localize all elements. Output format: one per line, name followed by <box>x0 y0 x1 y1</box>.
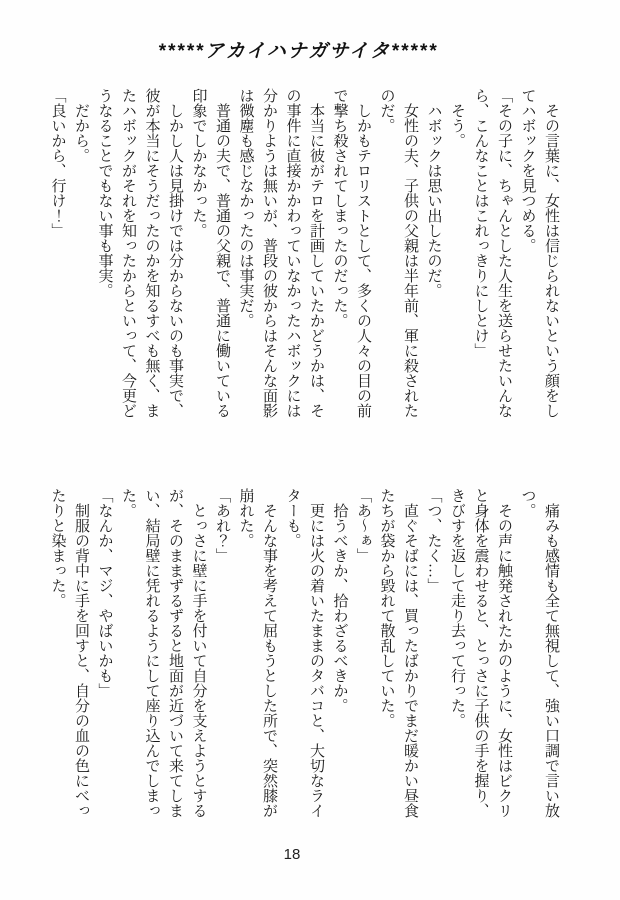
paragraph: 「あ〜ぁ」 <box>355 488 371 563</box>
paragraph: とっさに壁に手を付いて自分を支えようとするが、そのままずるずると地面が近づいて来てしまい、結局壁に凭れるようにして座り込んでしまった。 <box>120 488 207 818</box>
paragraph: 「なんか、マジ、やばいかも」 <box>96 488 113 698</box>
paragraph: 「つ、たく…」 <box>425 488 442 593</box>
paragraph: その声に触発されたかのように、女性はビクリと身体を震わせると、とっさに子供の手を握り、きびすを返して走り去って行った。 <box>449 488 512 818</box>
paragraph: 拾うべきか、拾わざるべきか。 <box>331 503 348 713</box>
paragraph: しかもテロリストとして、多くの人々の目の前で撃ち殺されてしまったのだった。 <box>331 88 371 418</box>
paragraph: しかし人は見掛けでは分からないのも事実で、彼が本当にそうだったのかを知るすべも無く、またハボックがそれを知ったからといって、今更どうなることでもない事も事実。 <box>96 88 183 418</box>
paragraph: 女性の夫、子供の父親は半年前、軍に殺されたのだ。 <box>378 88 418 418</box>
paragraph: だから。 <box>73 103 89 163</box>
paragraph: そんな事を考えて屈もうとした所で、突然膝が崩れた。 <box>237 488 277 818</box>
paragraph: その言葉に、女性は信じられないという顔をしてハボックを見つめる。 <box>519 88 559 418</box>
paragraph: そう。 <box>449 103 465 148</box>
page-title: *****アカイハナガサイタ***** <box>157 41 439 62</box>
paragraph: 「あれ？」 <box>214 488 230 563</box>
paragraph: 普通の夫で、普通の父親で、普通に働いている印象でしかなかった。 <box>190 88 230 418</box>
paragraph: 「その子に、ちゃんとした人生を送らせたいんなら、こんなことはこれっきりにしとけ」 <box>472 88 512 418</box>
paragraph: ハボックは思い出したのだ。 <box>425 103 442 298</box>
page-number: 18 <box>283 846 301 863</box>
story-text-top <box>45 88 562 420</box>
paragraph: 「良いから、行け！」 <box>49 88 66 238</box>
paragraph: 本当に彼がテロを計画していたかどうかは、その事件に直接かかわっていなかったハボックには分かりようは無いが、普段の彼からはそんな面影は微塵も感じなかったのは事実だ。 <box>237 88 324 418</box>
paragraph: 制服の背中に手を回すと、自分の血の色にべったりと染まった。 <box>49 488 89 818</box>
paragraph: 直ぐそばには、買ったばかりでまだ暖かい昼食たちが袋から毀れて散乱していた。 <box>378 488 418 818</box>
paragraph: 痛みも感情も全て無視して、強い口調で言い放つ。 <box>519 488 559 818</box>
paragraph: 更には火の着いたままのタバコと、大切なライターも。 <box>284 488 324 818</box>
story-text-bottom <box>45 488 562 820</box>
